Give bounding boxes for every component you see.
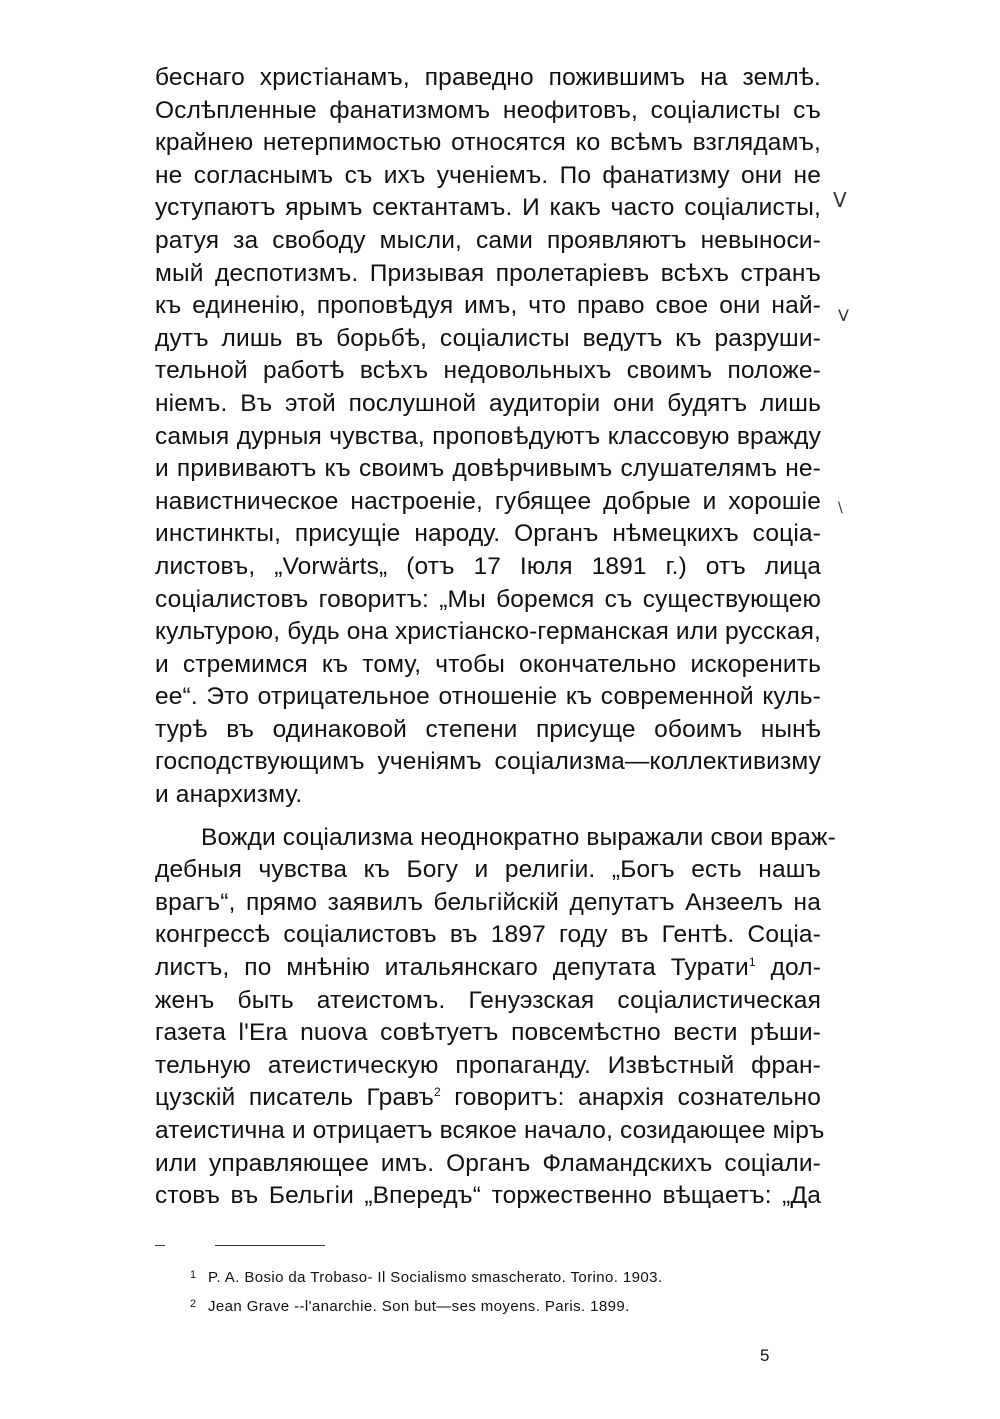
text-line: турѣ въ одинаковой степени присуще обоимъ нынѣ	[155, 715, 821, 743]
footnote-ref-1: 1	[748, 955, 756, 970]
footnote-number: 2	[190, 1298, 197, 1310]
text-line: къ единенію, проповѣдуя имъ, что право свое они най-	[155, 292, 821, 320]
text-line: дутъ лишь въ борьбѣ, соціалисты ведутъ къ разруши-	[155, 324, 821, 352]
text-line: самыя дурныя чувства, проповѣдуютъ классовую вражду	[155, 422, 821, 450]
main-text	[155, 62, 836, 1213]
text-line: ее“. Это отрицательное отношеніе къ современной куль-	[155, 683, 821, 711]
text-line-with-footnote	[155, 952, 821, 985]
separator-rule	[215, 1245, 325, 1246]
text-line: соціалистовъ говоритъ: „Мы боремся съ существующею	[155, 585, 821, 613]
text-line: тельной работѣ всѣхъ недовольныхъ своимъ положе-	[155, 357, 821, 385]
paragraph-2	[155, 822, 836, 1213]
footnote-1	[190, 1262, 810, 1291]
separator-dash	[155, 1245, 165, 1246]
text-line: навистническое настроеніе, губящее добрые и хорошіе	[155, 487, 821, 515]
footnote-number: 1	[190, 1269, 197, 1281]
text-line: инстинкты, присущіе народу. Органъ нѣмецкихъ соціа-	[155, 520, 821, 548]
text-line: или управляющее имъ. Органъ Фламандскихъ соціали-	[155, 1149, 821, 1177]
text-line: врагъ“, прямо заявилъ бельгійскій депутатъ Анзеелъ на	[155, 888, 821, 916]
footnote-separator	[155, 1240, 335, 1252]
text-line: и анархизму.	[155, 781, 303, 809]
footnotes	[190, 1262, 810, 1320]
text-line: и стремимся къ тому, чтобы окончательно искоренить	[155, 650, 821, 678]
text-line: крайнею нетерпимостью относятся ко всѣмъ взглядамъ,	[155, 129, 821, 157]
text-line: листовъ, „Vorwärts„ (отъ 17 Іюля 1891 г.) отъ лица	[155, 552, 821, 580]
paragraph-gap	[155, 812, 821, 822]
text-segment: дол-	[770, 954, 821, 982]
text-line: ратуя за свободу мысли, сами проявляютъ невыноси-	[155, 226, 821, 254]
footnote-text: Jean Grave --l'anarchie. Son but—ses moyens. Paris. 1899.	[208, 1298, 630, 1315]
margin-tick-mark: \	[838, 500, 843, 516]
text-segment: листъ, по мнѣнію итальянскаго депутата Турати	[155, 954, 749, 982]
text-line: ніемъ. Въ этой послушной аудиторіи они будятъ лишь	[155, 389, 821, 417]
page-number: 5	[760, 1346, 770, 1365]
text-line: стовъ въ Бельгіи „Впередъ“ торжественно вѣщаетъ: „Да	[155, 1182, 821, 1210]
text-line: уступаютъ ярымъ сектантамъ. И какъ часто соціалисты,	[155, 194, 821, 222]
footnote-text: P. A. Bosio da Trobaso- Il Socialismo smascherato. Torino. 1903.	[208, 1269, 663, 1286]
text-line: атеистична и отрицаетъ всякое начало, созидающее міръ	[155, 1117, 825, 1144]
text-line-with-footnote	[155, 1082, 821, 1115]
margin-check-mark: V	[833, 188, 847, 212]
text-line: газета l'Era nuova совѣтуетъ повсемѣстно вести рѣши-	[155, 1019, 821, 1047]
text-segment: цузскій писатель Гравъ	[155, 1084, 434, 1112]
footnote-2	[190, 1291, 810, 1320]
text-line: женъ быть атеистомъ. Генуэзская соціалистическая	[155, 986, 821, 1014]
text-line: господствующимъ ученіямъ соціализма—коллективизму	[155, 748, 821, 776]
text-line: мый деспотизмъ. Призывая пролетаріевъ всѣхъ странъ	[155, 259, 821, 287]
text-line: дебныя чувства къ Богу и религіи. „Богъ есть нашъ	[155, 856, 821, 884]
text-line: Ослѣпленные фанатизмомъ неофитовъ, соціалисты съ	[155, 96, 821, 124]
text-line: тельную атеистическую пропаганду. Извѣстный фран-	[155, 1051, 821, 1079]
text-line: не согласнымъ съ ихъ ученіемъ. По фанатизму они не	[155, 161, 821, 189]
text-segment: говоритъ: анархія сознательно	[454, 1084, 821, 1112]
text-line: Вожди соціализма неоднократно выражали свои враж-	[201, 823, 836, 851]
paragraph-1	[155, 62, 821, 812]
footnote-ref-2: 2	[433, 1085, 441, 1100]
text-line: конгрессѣ соціалистовъ въ 1897 году въ Гентѣ. Соціа-	[155, 921, 821, 949]
margin-check-mark: V	[838, 306, 849, 325]
text-line: культурою, будь она христіанско-германская или русская,	[155, 618, 821, 646]
text-line: и прививаютъ къ своимъ довѣрчивымъ слушателямъ не-	[155, 455, 821, 483]
text-line: беснаго христіанамъ, праведно пожившимъ на землѣ.	[155, 64, 821, 91]
